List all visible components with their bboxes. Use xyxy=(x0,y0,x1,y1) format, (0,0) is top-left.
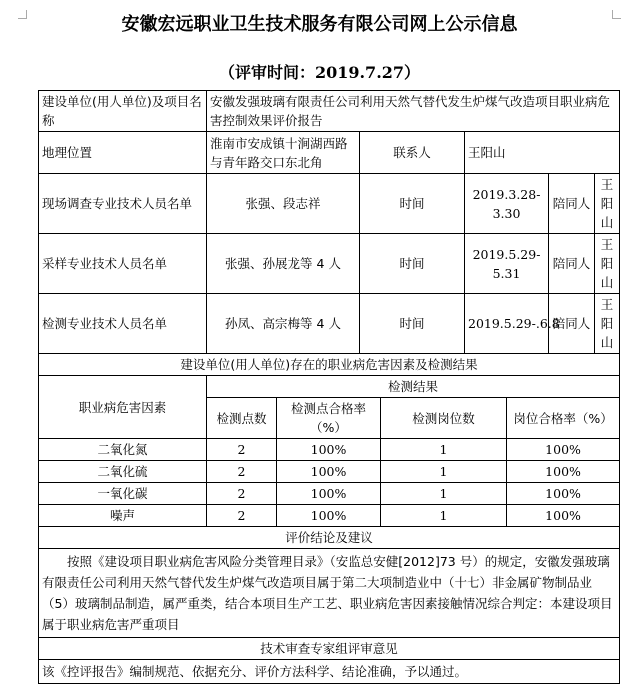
hazard-factor: 噪声 xyxy=(39,505,207,527)
hazard-point-rate: 100% xyxy=(277,439,381,461)
expert-opinion: 该《控评报告》编制规范、依据充分、评价方法科学、结论准确，予以通过。 xyxy=(39,660,620,684)
label-location: 地理位置 xyxy=(39,132,207,174)
info-table xyxy=(38,90,620,684)
col-points: 检测点数 xyxy=(207,398,277,439)
row-sampling xyxy=(39,234,620,294)
row-survey xyxy=(39,174,620,234)
label-testing-staff: 检测专业技术人员名单 xyxy=(39,294,207,354)
sampling-names: 张强、孙展龙等 4 人 xyxy=(207,234,360,294)
sampling-time: 2019.5.29-5.31 xyxy=(465,234,549,294)
hazard-row xyxy=(39,461,620,483)
hazard-post-rate: 100% xyxy=(507,461,620,483)
hazard-row xyxy=(39,505,620,527)
hazard-points: 2 xyxy=(207,483,277,505)
row-testing xyxy=(39,294,620,354)
location-value: 淮南市安成镇十涧湖西路与青年路交口东北角 xyxy=(207,132,360,174)
label-survey-time: 时间 xyxy=(360,174,465,234)
project-name: 安徽发强玻璃有限责任公司利用天然气替代发生炉煤气改造项目职业病危害控制效果评价报告 xyxy=(207,91,620,132)
label-testing-accompany: 陪同人 xyxy=(549,294,595,354)
label-hazard-factor: 职业病危害因素 xyxy=(39,376,207,439)
testing-accompany: 王阳山 xyxy=(595,294,620,354)
hazard-factor: 二氧化硫 xyxy=(39,461,207,483)
col-post-rate: 岗位合格率（%） xyxy=(507,398,620,439)
hazard-point-rate: 100% xyxy=(277,483,381,505)
col-point-rate: 检测点合格率（%） xyxy=(277,398,381,439)
row-hazard-head-1 xyxy=(39,376,620,398)
conclusion-text: 按照《建设项目职业病危害风险分类管理目录》（安监总安健[2012]73 号）的规定，安徽发强玻璃有限责任公司利用天然气替代发生炉煤气改造项目属于第二大项制造业中（十七）非金属矿物制品业（5）玻璃制品制造，属严重类，结合本项目生产工艺、职业病危害因素接触情况综合判定：本建设项目属于职业病危害严重项目 xyxy=(39,549,620,638)
hazard-factor: 一氧化碳 xyxy=(39,483,207,505)
hazard-posts: 1 xyxy=(381,505,507,527)
expert-heading: 技术审查专家组评审意见 xyxy=(39,638,620,660)
hazard-posts: 1 xyxy=(381,439,507,461)
testing-names: 孙凤、高宗梅等 4 人 xyxy=(207,294,360,354)
review-time: （评审时间：2019.7.27） xyxy=(218,63,421,82)
label-sampling-accompany: 陪同人 xyxy=(549,234,595,294)
survey-names: 张强、段志祥 xyxy=(207,174,360,234)
page-title: 安徽宏远职业卫生技术服务有限公司网上公示信息 xyxy=(121,14,518,35)
contact-person: 王阳山 xyxy=(465,132,620,174)
hazard-posts: 1 xyxy=(381,461,507,483)
row-hazard-section xyxy=(39,354,620,376)
label-survey-accompany: 陪同人 xyxy=(549,174,595,234)
hazard-row xyxy=(39,439,620,461)
label-sampling-staff: 采样专业技术人员名单 xyxy=(39,234,207,294)
hazard-post-rate: 100% xyxy=(507,505,620,527)
hazard-point-rate: 100% xyxy=(277,505,381,527)
hazard-factor: 二氧化氮 xyxy=(39,439,207,461)
row-location xyxy=(39,132,620,174)
hazard-point-rate: 100% xyxy=(277,461,381,483)
survey-accompany: 王阳山 xyxy=(595,174,620,234)
label-contact: 联系人 xyxy=(360,132,465,174)
row-expert-heading xyxy=(39,638,620,660)
hazard-posts: 1 xyxy=(381,483,507,505)
label-unit-project: 建设单位(用人单位)及项目名称 xyxy=(39,91,207,132)
row-conclusion xyxy=(39,549,620,638)
hazard-section-heading: 建设单位(用人单位)存在的职业病危害因素及检测结果 xyxy=(39,354,620,376)
sampling-accompany: 王阳山 xyxy=(595,234,620,294)
hazard-post-rate: 100% xyxy=(507,439,620,461)
hazard-points: 2 xyxy=(207,439,277,461)
conclusion-heading: 评价结论及建议 xyxy=(39,527,620,549)
label-survey-staff: 现场调查专业技术人员名单 xyxy=(39,174,207,234)
hazard-points: 2 xyxy=(207,505,277,527)
label-results: 检测结果 xyxy=(207,376,620,398)
row-expert-opinion xyxy=(39,660,620,684)
label-testing-time: 时间 xyxy=(360,294,465,354)
hazard-post-rate: 100% xyxy=(507,483,620,505)
row-conclusion-heading xyxy=(39,527,620,549)
label-sampling-time: 时间 xyxy=(360,234,465,294)
col-posts: 检测岗位数 xyxy=(381,398,507,439)
hazard-points: 2 xyxy=(207,461,277,483)
survey-time: 2019.3.28-3.30 xyxy=(465,174,549,234)
row-project xyxy=(39,91,620,132)
hazard-row xyxy=(39,483,620,505)
testing-time: 2019.5.29-.6.8 xyxy=(465,294,549,354)
